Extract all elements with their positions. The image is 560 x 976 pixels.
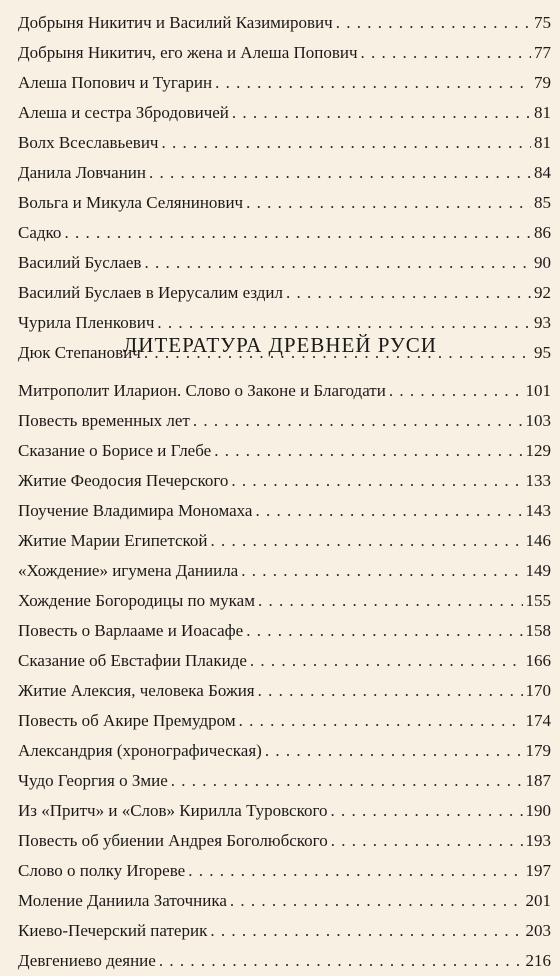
dot-leader bbox=[210, 916, 522, 946]
entry-page-number: 77 bbox=[534, 43, 551, 62]
dot-leader bbox=[255, 496, 522, 526]
entry-page-number: 103 bbox=[525, 411, 551, 430]
toc-entry bbox=[18, 218, 551, 248]
dot-leader bbox=[231, 466, 522, 496]
entry-title: Добрыня Никитич и Василий Казимирович bbox=[18, 13, 333, 32]
entry-page-number: 179 bbox=[525, 741, 551, 760]
toc-entry bbox=[18, 496, 551, 526]
toc-entry bbox=[18, 466, 551, 496]
entry-page-number: 197 bbox=[525, 861, 551, 880]
entry-title: Слово о полку Игореве bbox=[18, 861, 186, 880]
toc-entry bbox=[18, 158, 551, 188]
dot-leader bbox=[331, 826, 523, 856]
dot-leader bbox=[331, 796, 523, 826]
dot-leader bbox=[188, 856, 522, 886]
entry-page-number: 81 bbox=[534, 103, 551, 122]
dot-leader bbox=[159, 946, 523, 976]
entry-title: Девгениево деяние bbox=[18, 951, 156, 970]
entry-page-number: 190 bbox=[525, 801, 551, 820]
entry-title: Киево-Печерский патерик bbox=[18, 921, 208, 940]
entry-page-number: 86 bbox=[534, 223, 551, 242]
entry-page-number: 133 bbox=[525, 471, 551, 490]
entry-page-number: 155 bbox=[525, 591, 551, 610]
toc-entry bbox=[18, 796, 551, 826]
dot-leader bbox=[241, 556, 522, 586]
toc-entry bbox=[18, 826, 551, 856]
toc-entry bbox=[18, 68, 551, 98]
toc-entry bbox=[18, 676, 551, 706]
entry-title: Из «Притч» и «Слов» Кирилла Туровского bbox=[18, 801, 328, 820]
entry-title: Моление Даниила Заточника bbox=[18, 891, 227, 910]
dot-leader bbox=[144, 248, 531, 278]
toc-entry bbox=[18, 766, 551, 796]
entry-title: Алеша и сестра Збродовичей bbox=[18, 103, 229, 122]
toc-entry bbox=[18, 586, 551, 616]
toc-entry bbox=[18, 406, 551, 436]
entry-title: Митрополит Иларион. Слово о Законе и Благодати bbox=[18, 381, 386, 400]
dot-leader bbox=[250, 646, 523, 676]
toc-entry bbox=[18, 736, 551, 766]
dot-leader bbox=[161, 128, 531, 158]
entry-title: Повесть об убиении Андрея Боголюбского bbox=[18, 831, 328, 850]
dot-leader bbox=[246, 616, 522, 646]
toc-entry bbox=[18, 526, 551, 556]
dot-leader bbox=[232, 98, 531, 128]
entry-page-number: 187 bbox=[525, 771, 551, 790]
entry-page-number: 203 bbox=[525, 921, 551, 940]
entry-title: Повесть временных лет bbox=[18, 411, 190, 430]
toc-entry bbox=[18, 248, 551, 278]
entry-title: Поучение Владимира Мономаха bbox=[18, 501, 253, 520]
toc-entry bbox=[18, 856, 551, 886]
toc-entry bbox=[18, 38, 551, 68]
entry-page-number: 90 bbox=[534, 253, 551, 272]
dot-leader bbox=[258, 586, 523, 616]
toc-entry bbox=[18, 376, 551, 406]
dot-leader bbox=[214, 436, 522, 466]
entry-page-number: 93 bbox=[534, 313, 551, 332]
entry-page-number: 84 bbox=[534, 163, 551, 182]
entry-page-number: 216 bbox=[525, 951, 551, 970]
entry-title: Волх Всеславьевич bbox=[18, 133, 159, 152]
toc-entry bbox=[18, 278, 551, 308]
toc-entry bbox=[18, 946, 551, 976]
dot-leader bbox=[389, 376, 523, 406]
entry-page-number: 166 bbox=[525, 651, 551, 670]
entry-title: Василий Буслаев в Иерусалим ездил bbox=[18, 283, 283, 302]
entry-page-number: 79 bbox=[534, 73, 551, 92]
entry-page-number: 201 bbox=[525, 891, 551, 910]
dot-leader bbox=[246, 188, 531, 218]
toc-entry bbox=[18, 616, 551, 646]
entry-page-number: 149 bbox=[525, 561, 551, 580]
dot-leader bbox=[171, 766, 523, 796]
toc-entry bbox=[18, 886, 551, 916]
entry-title: «Хождение» игумена Даниила bbox=[18, 561, 239, 580]
dot-leader bbox=[361, 38, 531, 68]
entry-title: Добрыня Никитич, его жена и Алеша Попович bbox=[18, 43, 358, 62]
entry-page-number: 129 bbox=[525, 441, 551, 460]
entry-page-number: 146 bbox=[525, 531, 551, 550]
entry-page-number: 193 bbox=[525, 831, 551, 850]
dot-leader bbox=[258, 676, 523, 706]
entry-page-number: 158 bbox=[525, 621, 551, 640]
toc-entry bbox=[18, 436, 551, 466]
entry-title: Повесть о Варлааме и Иоасафе bbox=[18, 621, 244, 640]
dot-leader bbox=[239, 706, 523, 736]
entry-page-number: 143 bbox=[525, 501, 551, 520]
entry-page-number: 95 bbox=[534, 343, 551, 362]
dot-leader bbox=[149, 158, 531, 188]
entry-title: Алеша Попович и Тугарин bbox=[18, 73, 213, 92]
toc-entry bbox=[18, 646, 551, 676]
dot-leader bbox=[265, 736, 523, 766]
entry-title: Чурила Пленкович bbox=[18, 313, 155, 332]
dot-leader bbox=[215, 68, 531, 98]
entry-title: Сказание о Борисе и Глебе bbox=[18, 441, 212, 460]
toc-section-bylinas bbox=[18, 8, 551, 368]
entry-title: Чудо Георгия о Змие bbox=[18, 771, 168, 790]
entry-title: Василий Буслаев bbox=[18, 253, 142, 272]
entry-title: Дюк Степанович bbox=[18, 343, 141, 362]
toc-section-old-russian-literature bbox=[18, 376, 551, 976]
toc-entry bbox=[18, 128, 551, 158]
entry-page-number: 170 bbox=[525, 681, 551, 700]
toc-entry bbox=[18, 706, 551, 736]
entry-page-number: 101 bbox=[525, 381, 551, 400]
toc-entry bbox=[18, 916, 551, 946]
dot-leader bbox=[286, 278, 531, 308]
entry-page-number: 81 bbox=[534, 133, 551, 152]
entry-title: Сказание об Евстафии Плакиде bbox=[18, 651, 247, 670]
entry-title: Садко bbox=[18, 223, 62, 242]
entry-title: Житие Алексия, человека Божия bbox=[18, 681, 255, 700]
toc-entry bbox=[18, 188, 551, 218]
toc-entry bbox=[18, 556, 551, 586]
entry-title: Житие Марии Египетской bbox=[18, 531, 208, 550]
entry-title: Хождение Богородицы по мукам bbox=[18, 591, 255, 610]
entry-title: Житие Феодосия Печерского bbox=[18, 471, 229, 490]
entry-title: Данила Ловчанин bbox=[18, 163, 146, 182]
entry-page-number: 92 bbox=[534, 283, 551, 302]
entry-title: Повесть об Акире Премудром bbox=[18, 711, 236, 730]
toc-entry bbox=[18, 98, 551, 128]
entry-page-number: 85 bbox=[534, 193, 551, 212]
entry-page-number: 75 bbox=[534, 13, 551, 32]
dot-leader bbox=[336, 8, 531, 38]
entry-page-number: 174 bbox=[525, 711, 551, 730]
dot-leader bbox=[230, 886, 523, 916]
section-heading: ЛИТЕРАТУРА ДРЕВНЕЙ РУСИ bbox=[123, 333, 437, 357]
toc-entry bbox=[18, 8, 551, 38]
entry-title: Вольга и Микула Селянинович bbox=[18, 193, 244, 212]
dot-leader bbox=[193, 406, 523, 436]
entry-title: Александрия (хронографическая) bbox=[18, 741, 262, 760]
dot-leader bbox=[211, 526, 523, 556]
dot-leader bbox=[64, 218, 531, 248]
